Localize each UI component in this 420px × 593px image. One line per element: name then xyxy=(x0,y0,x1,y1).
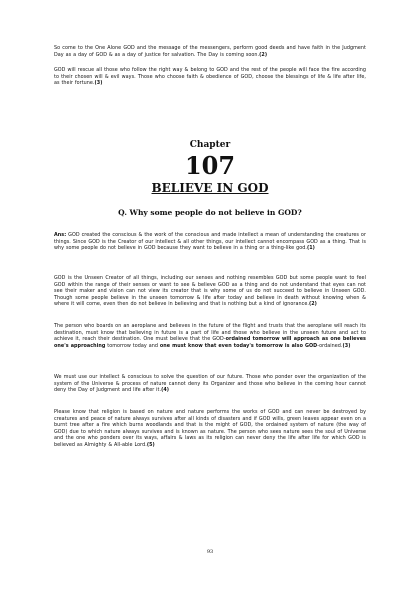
body-paragraph-3-text: The person who boards on an aeroplane and believes in the future of the flight and trusts that the aeroplane will reach its destination, must know that believing in future is a part of life and those who believe in the unseen future and act to achieve it, reach their destination. One must believe that the GOD- xyxy=(54,323,366,343)
body-paragraph-3-tail: -ordained. xyxy=(317,342,343,349)
body-paragraph-3 xyxy=(54,323,366,349)
chapter-number: 107 xyxy=(184,151,236,180)
chapter-title: BELIEVE IN GOD xyxy=(151,181,269,195)
page-number: 93 xyxy=(206,549,214,555)
body-paragraph-3-bold-2: one must know that even today's tomorrow is also GOD xyxy=(159,342,318,349)
body-paragraph-4-ref: (4) xyxy=(161,387,170,394)
intro-paragraph-1-text: So come to the One Alone GOD and the message of the messengers, perform good deeds and have faith in the Judgment Day as a day of GOD & as a day of justice for salvation. The Day is coming soon. xyxy=(54,45,366,58)
intro-paragraph-2-text: GOD will rescue all those who follow the right way & belong to GOD and the rest of the people will face the fire according to their chosen will & evil ways. Those who choose faith & obedience of GOD, choose the blessings of life & life after life, as their fortune. xyxy=(54,67,366,87)
body-paragraph-2-text: GOD is the Unseen Creator of all things, including our senses and nothing resembles GOD but some people want to feel GOD within the range of their senses or want to see & believe GOD as a thing and do not understand that eyes can not see their maker and vision can not view its creator that is why some of us do not succeed to believe in Unseen GOD. Though some people believe in the unseen tomorrow & life after today and believe in death without knowing when & where it will come, even then do not believe in believing and that is nothing but a kind of ignorance. xyxy=(54,275,366,308)
answer-lead: Ans: xyxy=(54,232,67,238)
body-paragraph-3-mid: tomorrow today and xyxy=(105,342,160,349)
intro-paragraph-2 xyxy=(54,67,366,87)
intro-paragraph-1-ref: (2) xyxy=(259,51,268,58)
chapter-label: Chapter xyxy=(189,140,231,150)
question-heading: Q. Why some people do not believe in GOD? xyxy=(118,208,302,217)
intro-paragraph-1 xyxy=(54,45,366,58)
body-paragraph-5-ref: (5) xyxy=(146,441,155,448)
body-paragraph-3-bold-1: ordained tomorrow will approach as one believes one's approaching xyxy=(54,336,366,349)
body-paragraph-4 xyxy=(54,374,366,394)
answer-ref: (1) xyxy=(306,245,315,252)
body-paragraph-2-ref: (2) xyxy=(308,301,317,308)
body-paragraph-4-text: We must use our intellect & conscious to solve the question of our future. Those who ponder over the organization of the system of the Universe & process of nature cannot deny its Organizer and those who believe in the coming hour cannot deny the Day of Judgment and life after it. xyxy=(54,374,366,394)
body-paragraph-5 xyxy=(54,409,366,449)
answer-paragraph xyxy=(54,232,366,252)
body-paragraph-3-ref: (3) xyxy=(342,342,351,349)
body-paragraph-5-text: Please know that religion is based on nature and nature performs the works of GOD and can never be destroyed by creatures and peace of nature always survives after all kinds of disasters and if GOD wills, green leaves appear even on a burnt tree after a fire which burns woodlands and that is the might of GOD, the ordained system of nature (the way of GOD) due to which nature always survives and is known as nature. The person who sees nature sees the soul of Universe and the one who ponders over its ways, affairs & laws as its religion can never deny the life after life for which GOD is believed as Almighty & All-able Lord. xyxy=(54,409,366,448)
intro-paragraph-2-ref: (3) xyxy=(94,80,103,87)
body-paragraph-2 xyxy=(54,275,366,308)
answer-text: GOD created the conscious & the work of the conscious and made intellect a mean of understanding the creatures or things. Since GOD is the Creator of our intellect & all other things, our intellect cannot encompass GOD as a thing. That is why some people do not believe in GOD because they want to believe in a thing or a thing-like god. xyxy=(54,232,366,252)
